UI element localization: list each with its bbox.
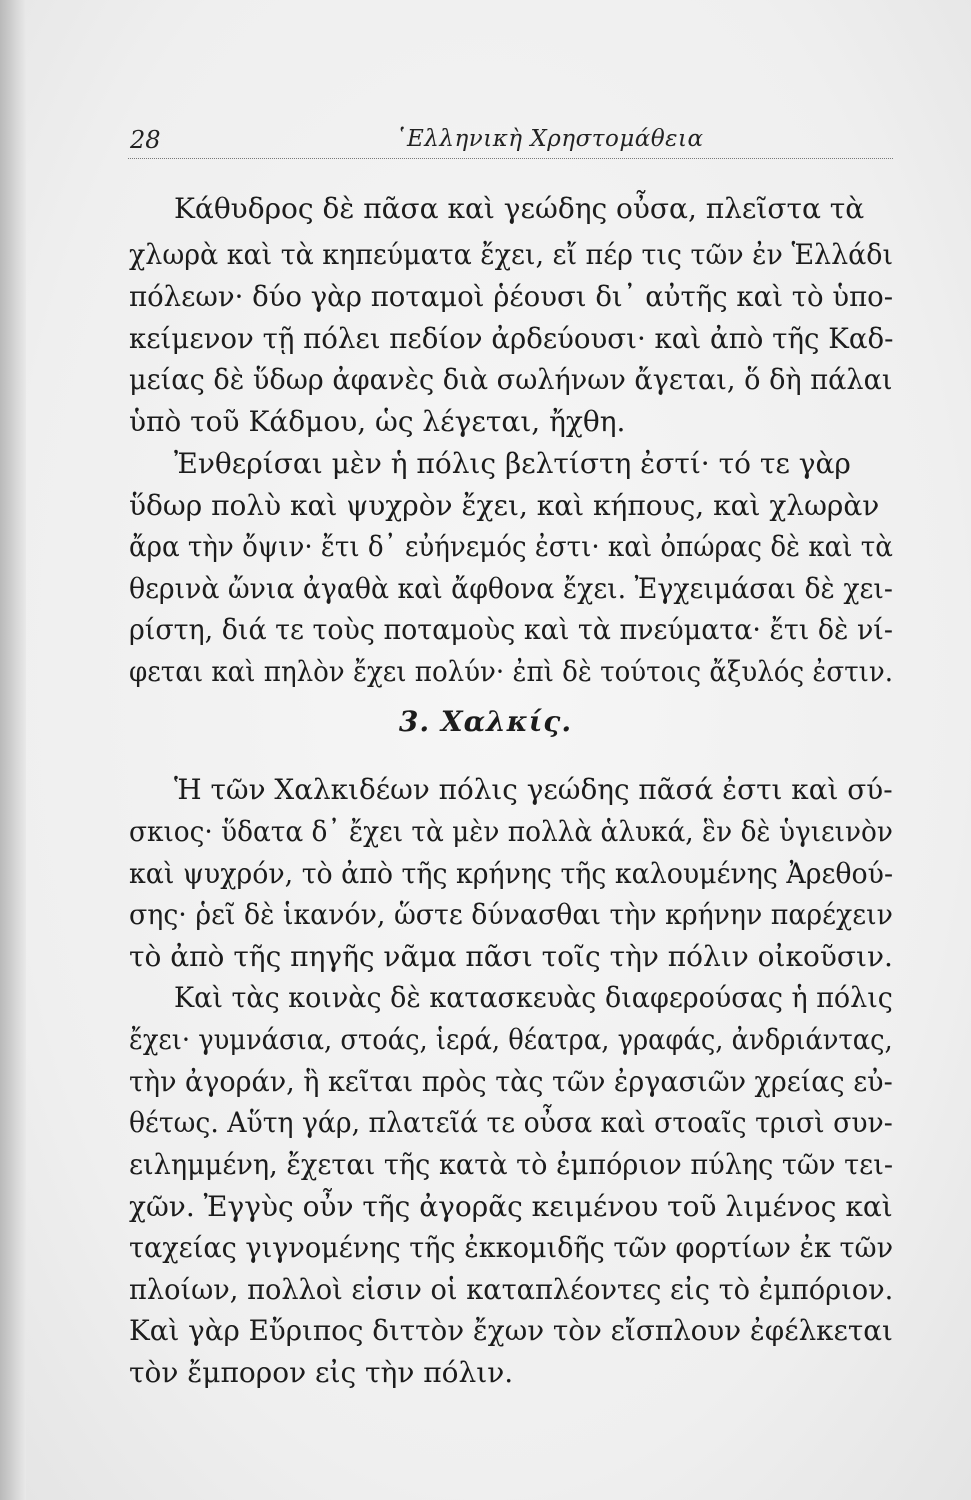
text-line: κείμενον τῇ πόλει πεδίον ἀρδεύουσι· καὶ ἀπὸ τῆς Καδ- [129, 322, 894, 355]
text-line: τὸ ἀπὸ τῆς πηγῆς νᾶμα πᾶσι τοῖς τὴν πόλιν οἰκοῦσιν. [129, 940, 893, 973]
text-line: ρίστη, διά τε τοὺς ποταμοὺς καὶ τὰ πνεύματα· ἔτι δὲ νί- [129, 613, 893, 646]
text-line: σης· ῥεῖ δὲ ἱκανόν, ὥστε δύνασθαι τὴν κρήνην παρέχειν [129, 898, 893, 931]
text-line: τὸν ἔμπορον εἰς τὴν πόλιν. [129, 1356, 514, 1389]
text-line: χῶν. Ἐγγὺς οὖν τῆς ἀγορᾶς κειμένου τοῦ λιμένος καὶ [129, 1190, 893, 1223]
running-title: ῾Ελληνικὴ Χρηστομάθεια [395, 126, 704, 152]
text-line: χλωρὰ καὶ τὰ κηπεύματα ἔχει, εἴ πέρ τις τῶν ἐν Ἑλλάδι [129, 238, 893, 271]
text-line: Καὶ τὰς κοινὰς δὲ κατασκευὰς διαφερούσας ἡ πόλις [174, 981, 893, 1014]
text-line: σκιος· ὕδατα δ᾿ ἔχει τὰ μὲν πολλὰ ἁλυκά, ἓν δὲ ὑγιεινὸν [129, 815, 893, 848]
text-line: Καὶ γὰρ Εὔριπος διττὸν ἔχων τὸν εἴσπλουν ἐφέλκεται [129, 1314, 893, 1347]
text-line: ταχείας γιγνομένης τῆς ἐκκομιδῆς τῶν φορτίων ἐκ τῶν [129, 1231, 894, 1264]
text-line: Ἐνθερίσαι μὲν ἡ πόλις βελτίστη ἐστί· τό τε γὰρ [174, 447, 851, 480]
text-line: πόλεων· δύο γὰρ ποταμοὶ ῥέουσι δι᾿ αὐτῆς καὶ τὸ ὑπο- [129, 280, 894, 313]
section-heading: 3. Χαλκίς. [398, 705, 573, 738]
text-line: φεται καὶ πηλὸν ἔχει πολύν· ἐπὶ δὲ τούτοις ἄξυλός ἐστιν. [129, 655, 894, 688]
text-line: Κάθυδρος δὲ πᾶσα καὶ γεώδης οὖσα, πλεῖστα τὰ [174, 192, 865, 225]
text-line: Ἡ τῶν Χαλκιδέων πόλις γεώδης πᾶσά ἐστι καὶ σύ- [174, 773, 893, 806]
text-line: ἔχει· γυμνάσια, στοάς, ἱερά, θέατρα, γραφάς, ἀνδριάντας, [129, 1023, 893, 1056]
text-line: ειλημμένη, ἔχεται τῆς κατὰ τὸ ἐμπόριον πύλης τῶν τει- [129, 1148, 893, 1181]
text-line: θέτως. Αὕτη γάρ, πλατεῖά τε οὖσα καὶ στοαῖς τρισὶ συν- [129, 1106, 893, 1139]
page-number: 28 [130, 126, 161, 154]
text-line: ὑπὸ τοῦ Κάδμου, ὡς λέγεται, ἤχθη. [129, 405, 626, 438]
text-line: τὴν ἀγοράν, ἣ κεῖται πρὸς τὰς τῶν ἐργασιῶν χρείας εὐ- [129, 1065, 893, 1098]
text-line: πλοίων, πολλοὶ εἰσιν οἱ καταπλέοντες εἰς τὸ ἐμπόριον. [129, 1273, 894, 1306]
text-line: θερινὰ ὤνια ἀγαθὰ καὶ ἄφθονα ἔχει. Ἐγχειμάσαι δὲ χει- [129, 572, 893, 605]
text-line: ἄρα τὴν ὄψιν· ἔτι δ᾿ εὐήνεμός ἐστι· καὶ ὀπώρας δὲ καὶ τὰ [129, 530, 893, 563]
text-line: καὶ ψυχρόν, τὸ ἀπὸ τῆς κρήνης τῆς καλουμένης Ἀρεθού- [129, 857, 894, 890]
text-line: ὕδωρ πολὺ καὶ ψυχρὸν ἔχει, καὶ κήπους, καὶ χλωρὰν [129, 489, 880, 522]
running-header [128, 122, 893, 159]
text-line: μείας δὲ ὕδωρ ἀφανὲς διὰ σωλήνων ἄγεται, ὅ δὴ πάλαι [129, 363, 893, 396]
